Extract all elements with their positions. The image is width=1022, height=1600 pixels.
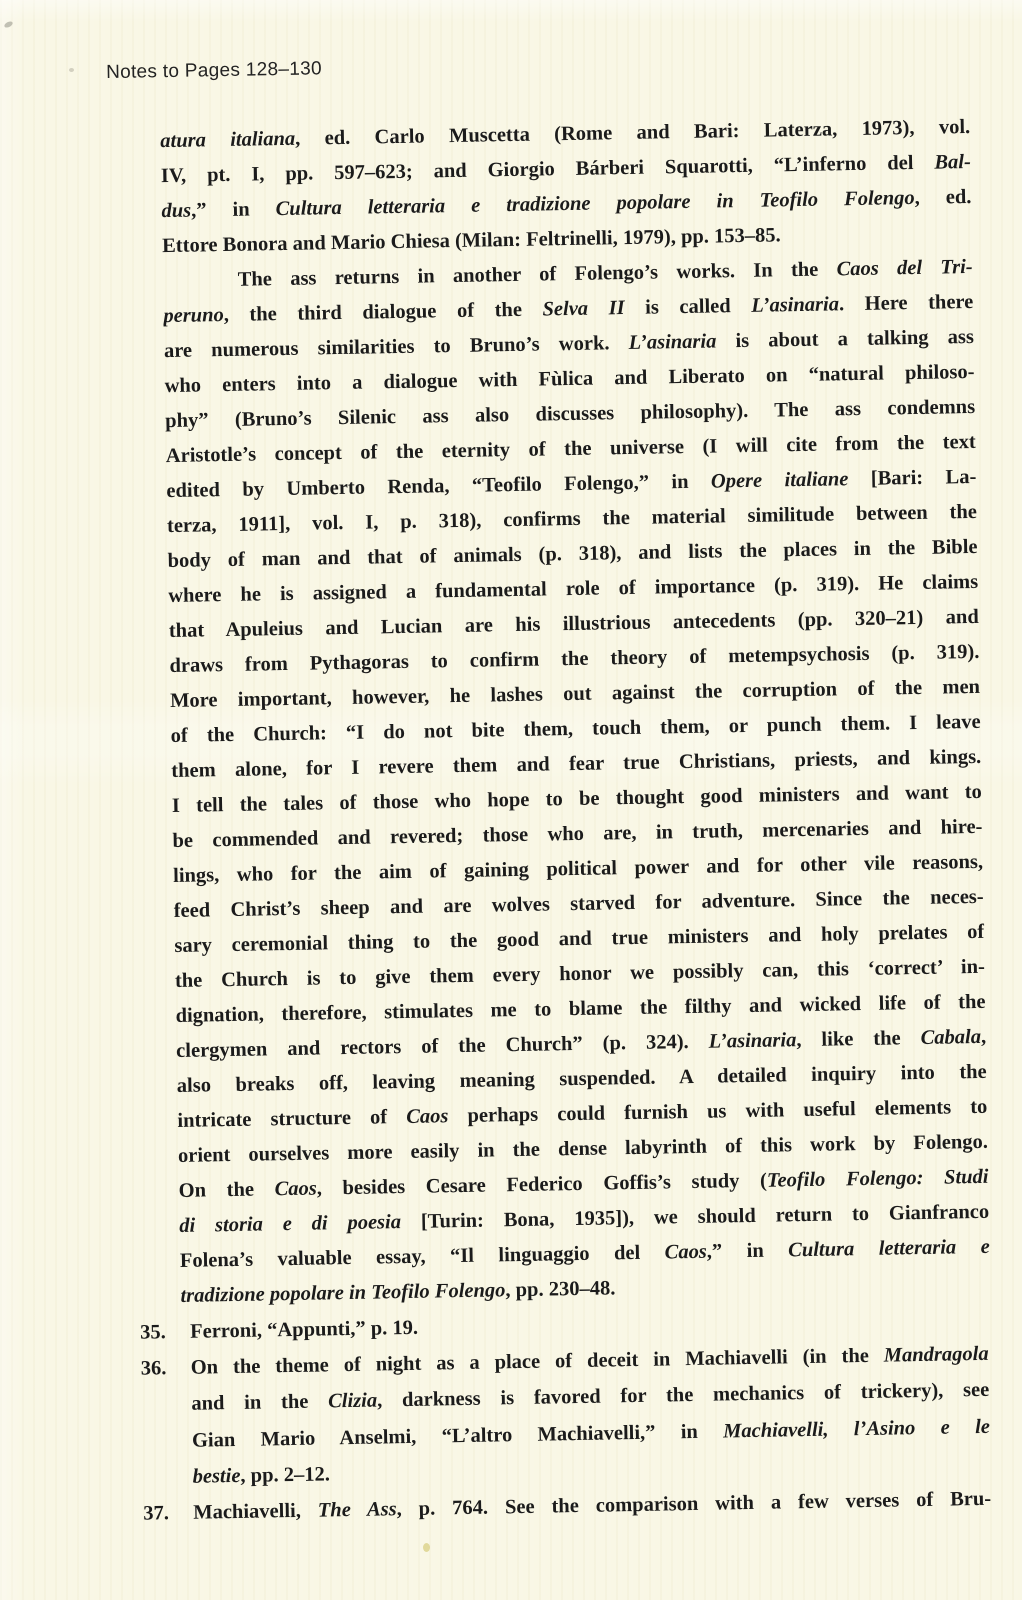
text-segment: , pp. 230–48.: [505, 1277, 616, 1302]
text-segment: , ed.: [914, 185, 972, 209]
italic-text-segment: Cultura letteraria e tradizione popolare in Teofilo Folengo: [275, 186, 915, 221]
note-number: 37.: [143, 1502, 170, 1525]
italic-text-segment: Machiavelli, l’Asino e le: [722, 1415, 991, 1443]
text-segment: , besides Cesare Federico Goffis’s study (: [316, 1169, 768, 1200]
text-segment: Folena’s valuable essay, “Il linguaggio del: [179, 1241, 665, 1272]
text-segment: orient ourselves more easily in the dense labyrinth of this work by Folengo.: [177, 1130, 989, 1167]
italic-text-segment: L’asinaria: [751, 293, 840, 317]
text-segment: also breaks off, leaving meaning suspended. A detailed inquiry into the: [176, 1060, 987, 1097]
text-segment: , darkness is favored for the mechanics of trickery), see: [376, 1379, 990, 1412]
italic-text-segment: bestie: [192, 1464, 241, 1488]
text-segment: clergymen and rectors of the Church” (p. 324).: [176, 1030, 709, 1062]
text-segment: body of man and that of animals (p. 318), and lists the places in the Bible: [167, 535, 978, 573]
italic-text-segment: peruno: [163, 304, 224, 328]
italic-text-segment: The Ass: [317, 1498, 397, 1522]
italic-text-segment: Opere italiane: [710, 468, 849, 493]
text-segment: sary ceremonial thing to the good and true ministers and holy prelates of: [174, 920, 985, 957]
note-number: 35.: [139, 1321, 166, 1344]
text-segment: , like the: [796, 1026, 921, 1052]
text-segment: is called: [624, 294, 752, 320]
italic-text-segment: Mandragola: [883, 1343, 989, 1367]
text-segment: that Apuleius and Lucian are his illustrious antecedents (pp. 320–21) and: [168, 605, 979, 643]
text-segment: IV, pt. I, pp. 597–623; and Giorgio Bárberi Squarotti, “L’inferno del: [160, 151, 935, 188]
note-number: 36.: [140, 1357, 167, 1380]
italic-text-segment: di storia e di poesia: [179, 1211, 402, 1237]
text-segment: phy” (Bruno’s Silenic ass also discusses philosophy). The ass condemns: [165, 395, 976, 433]
text-segment: ,” in: [190, 198, 276, 222]
scan-speck: [423, 1543, 430, 1552]
italic-text-segment: L’asinaria: [628, 330, 717, 354]
italic-text-segment: Selva II: [542, 297, 625, 321]
italic-text-segment: Caos: [274, 1177, 317, 1201]
text-segment: More important, however, he lashes out against the corruption of the men: [169, 675, 981, 713]
text-segment: are numerous similarities to Bruno’s work.: [163, 331, 629, 363]
text-segment: feed Christ’s sheep and are wolves starved for adventure. Since the neces-: [173, 885, 984, 923]
text-segment: ,” in: [706, 1239, 789, 1263]
text-segment: Aristotle’s concept of the eternity of the universe (I will cite from the text: [165, 430, 976, 468]
text-segment: Gian Mario Anselmi, “L’altro Machiavelli,” in: [191, 1420, 724, 1452]
text-segment: , the third dialogue of the: [223, 298, 543, 327]
italic-text-segment: Cabala: [920, 1025, 982, 1049]
text-segment: and in the: [191, 1390, 329, 1416]
note-text: [190, 1336, 990, 1495]
text-segment: I tell the tales of those who hope to be thought good ministers and want to: [171, 780, 982, 818]
text-segment: intricate structure of: [177, 1105, 407, 1132]
text-segment: is about a talking ass: [716, 325, 975, 353]
text-segment: On the: [178, 1178, 275, 1202]
note-34-continuation-text: [160, 110, 991, 1314]
text-segment: perhaps could furnish us with useful elements to: [448, 1095, 988, 1128]
text-segment: dignation, therefore, stimulates me to blame the filthy and wicked life of the: [175, 990, 986, 1027]
text-segment: . Here there: [838, 290, 974, 316]
italic-text-segment: atura italiana: [160, 127, 296, 153]
text-segment: edited by Umberto Renda, “Teofilo Folengo,” in: [166, 470, 712, 503]
italic-text-segment: Bal-: [934, 150, 971, 174]
text-segment: lings, who for the aim of gaining political power and for other vile reasons,: [172, 850, 984, 888]
italic-text-segment: Cultura letteraria e: [787, 1235, 990, 1262]
scan-speck: [69, 68, 74, 72]
text-segment: of the Church: “I do not bite them, touch them, or punch them. I leave: [170, 710, 981, 748]
text-segment: [Turin: Bona, 1935]), we should return to Gianfranco: [400, 1200, 990, 1234]
italic-text-segment: Caos: [664, 1240, 708, 1264]
italic-text-segment: Caos del Tri-: [836, 255, 973, 281]
text-segment: Ettore Bonora and Mario Chiesa (Milan: Feltrinelli, 1979), pp. 153–85.: [161, 224, 781, 258]
text-segment: Ferroni, “Appunti,” p. 19.: [189, 1316, 419, 1343]
text-segment: , pp. 2–12.: [240, 1463, 331, 1487]
running-header: Notes to Pages 128–130: [105, 58, 323, 84]
text-segment: Machiavelli,: [193, 1499, 318, 1524]
text-segment: where he is assigned a fundamental role of importance (p. 319). He claims: [168, 570, 979, 608]
italic-text-segment: Teofilo Folengo: Studi: [766, 1165, 989, 1192]
text-segment: the Church is to give them every honor we possibly can, this ‘correct’ in-: [174, 955, 986, 992]
italic-text-segment: Clizia: [327, 1389, 378, 1413]
italic-text-segment: dus: [161, 199, 192, 223]
text-segment: On the theme of night as a place of deceit in Machiavelli (in the: [190, 1344, 885, 1379]
text-segment: terza, 1911], vol. I, p. 318), confirms the material similitude between the: [166, 500, 978, 538]
note-item: [140, 1336, 990, 1496]
italic-text-segment: Caos: [406, 1105, 449, 1128]
italic-text-segment: tradizione popolare in Teofilo Folengo: [180, 1279, 506, 1307]
text-segment: , ed. Carlo Muscetta (Rome and Bari: Laterza, 1973), vol.: [294, 115, 971, 150]
italic-text-segment: L’asinaria: [708, 1029, 797, 1053]
text-segment: The ass returns in another of Folengo’s works. In the: [237, 258, 837, 291]
text-segment: them alone, for I revere them and fear true Christians, priests, and kings.: [171, 745, 982, 783]
text-segment: , p. 764. See the comparison with a few verses of Bru-: [396, 1487, 992, 1521]
text-segment: be commended and revered; those who are, in truth, mercenaries and hire-: [172, 815, 983, 853]
text-segment: ,: [980, 1025, 987, 1048]
text-segment: who enters into a dialogue with Fùlica and Liberato on “natural philoso-: [164, 360, 975, 398]
text-segment: [Bari: La-: [848, 465, 977, 491]
notes-list: [140, 1300, 992, 1532]
text-segment: draws from Pythagoras to confirm the theory of metempsychosis (p. 319).: [169, 640, 980, 678]
